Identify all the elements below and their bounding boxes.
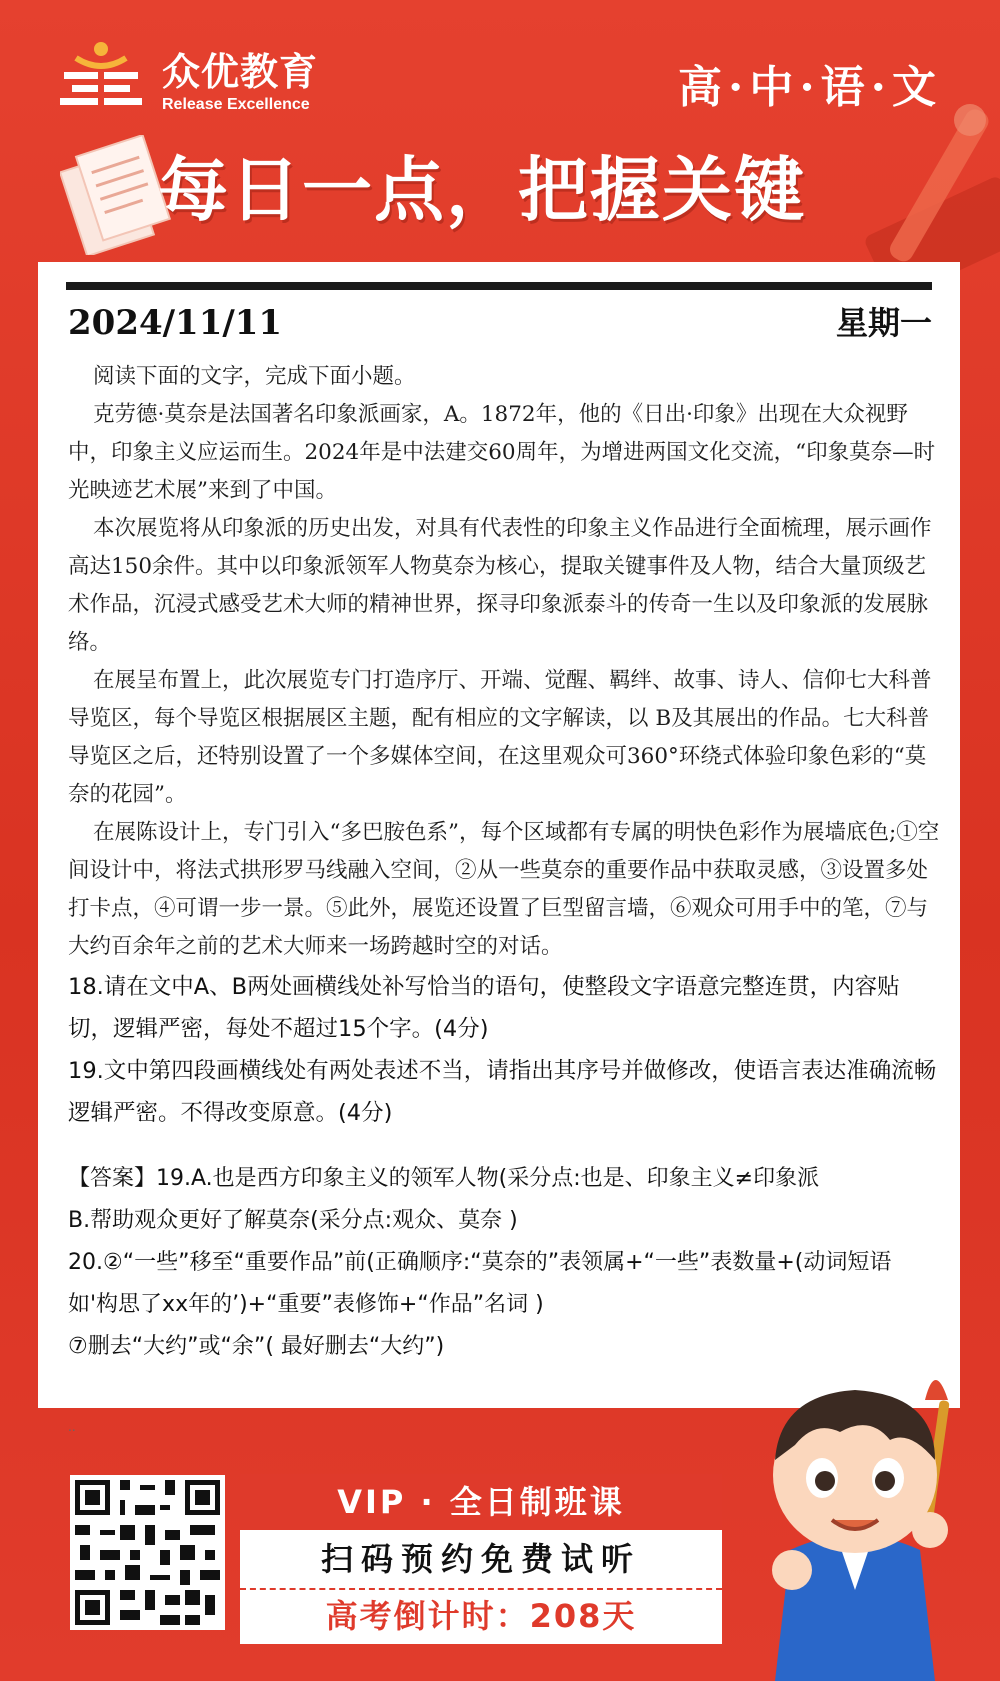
vip-banner: VIP · 全日制班课 [240, 1474, 722, 1530]
passage-paragraph: 克劳德·莫奈是法国著名印象派画家，A。1872年，他的《日出·印象》出现在大众视野中，印象主义应运而生。2024年是中法建交60周年，为增进两国文化交流，“印象莫奈—时光映迹艺术展”来到了中国。 [68, 402, 936, 503]
brand-logo-icon [56, 40, 146, 110]
answer-line: B.帮助观众更好了解莫奈(采分点:观众、莫奈 ) [68, 1208, 518, 1233]
subject-title: 高·中·语·文 [678, 62, 942, 113]
passage-paragraph: 本次展览将从印象派的历史出发，对具有代表性的印象主义作品进行全面梳理，展示画作高达150余件。其中以印象派领军人物莫奈为核心，提取关键事件及人物，结合大量顶级艺术作品，沉浸式感受艺术大师的精神世界，探寻印象派泰斗的传奇一生以及印象派的发展脉络。 [68, 516, 932, 655]
mascot-icon [720, 1360, 990, 1681]
question-item: 18.请在文中A、B两处画横线处补写恰当的语句，使整段文字语意完整连贯，内容贴切，逻辑严密，每处不超过15个字。(4分) [68, 974, 900, 1042]
question-item: 19.文中第四段画横线处有两处表述不当，请指出其序号并做修改，使语言表达准确流畅逻辑严密。不得改变原意。(4分) [68, 1058, 937, 1126]
weekday: 星期一 [835, 304, 932, 342]
free-trial-cta[interactable]: 扫码预约免费试听 [240, 1530, 722, 1588]
answers [68, 1158, 940, 1368]
brand [162, 50, 318, 114]
dots: .. [68, 1420, 76, 1434]
answer-line: 【答案】19.A.也是西方印象主义的领军人物(采分点:也是、印象主义≠印象派 [68, 1166, 820, 1191]
exam-countdown: 高考倒计时：208天 [240, 1588, 722, 1644]
divider-bar [66, 282, 932, 290]
questions [68, 966, 940, 1134]
passage-paragraph: 在展呈布置上，此次展览专门打造序厅、开端、觉醒、羁绊、故事、诗人、信仰七大科普导览区，每个导览区根据展区主题，配有相应的文字解读，以 B及其展出的作品。七大科普导览区之后，还特别设置了一个多媒体空间，在这里观众可360°环绕式体验印象色彩的“莫奈的花园”。 [68, 668, 932, 807]
brand-name-cn: 众优教育 [162, 50, 319, 94]
passage-paragraph: 阅读下面的文字，完成下面小题。 [93, 364, 416, 389]
passage-paragraph: 在展陈设计上，专门引入“多巴胺色系”，每个区域都有专属的明快色彩作为展墙底色;①空间设计中，将法式拱形罗马线融入空间，②从一些莫奈的重要作品中获取灵感，③设置多处打卡点，④可谓一步一景。⑤此外，展览还设置了巨型留言墙，⑥观众可用手中的笔，⑦与大约百余年之前的艺术大师来一场跨越时空的对话。 [68, 820, 940, 959]
slogan: 每日一点，把握关键 [158, 149, 806, 231]
reading-passage [68, 358, 940, 966]
qr-code-icon[interactable] [70, 1475, 225, 1630]
answer-line: ⑦删去“大约”或“余”( 最好删去“大约”) [68, 1334, 445, 1359]
stationery-icon [780, 60, 1000, 290]
brand-name-en: Release Excellence [162, 96, 310, 113]
answer-line: 20.②“一些”移至“重要作品”前(正确顺序:“莫奈的”表领属+“一些”表数量+(动词短语如'构思了xx年的’)+“重要”表修饰+“作品”名词 ) [68, 1250, 892, 1317]
date: 2024/11/11 [68, 303, 283, 343]
content-card [38, 262, 960, 1434]
